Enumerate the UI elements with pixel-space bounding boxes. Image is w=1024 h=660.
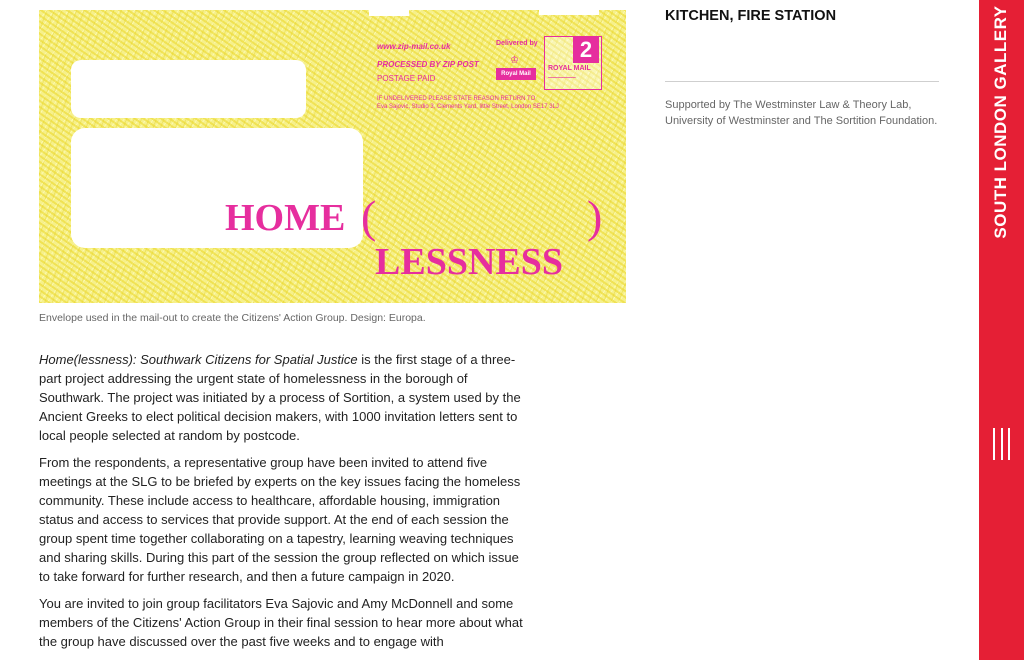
divider xyxy=(665,81,939,82)
envelope-return-address: Eva Sajovic, Studio 3, Clements Yard, little Street, London SE17 3LJ xyxy=(377,104,559,110)
support-text: Supported by The Westminster Law & Theory Lab, University of Westminster and The Sortition Foundation. xyxy=(665,99,938,127)
envelope-undelivered: IF UNDELIVERED PLEASE STATE REASON RETURN TO xyxy=(377,96,536,102)
stamp-label: ROYAL MAIL xyxy=(548,65,591,72)
menu-icon[interactable] xyxy=(993,428,1010,460)
envelope-window-small xyxy=(71,60,306,118)
paragraph-2: From the respondents, a representative group have been invited to attend five meetings at the SLG to be briefed by experts on the key issues facing the homeless community. These include access to healthcare, affordable housing, immigration status and access to services that provide support. At the end of each session the group spent time together collaborating on a tapestry, learning weaving techniques and sharing skills. During this part of the session the group reflected on which issue to take forward for further research, and then a future campaign in 2020. xyxy=(39,455,521,584)
envelope-postage: POSTAGE PAID xyxy=(377,74,436,83)
paragraph-1-text: is the first stage of a three-part project addressing the urgent state of homelessness in the borough of Southwark. The project was initiated by a process of Sortition, a system used by the Ancient Greeks to elect political decision makers, with 1000 invitation letters sent to local people selected at random by postcode. xyxy=(39,352,521,443)
paragraph-1 xyxy=(39,350,529,445)
envelope-title-lessness: LESSNESS xyxy=(375,241,564,283)
envelope-paren-open: ( xyxy=(361,191,377,242)
article-body xyxy=(39,350,529,659)
envelope-delivered-by: Delivered by xyxy=(496,40,538,47)
crown-icon: ♔ xyxy=(510,55,519,66)
menu-icon-bar xyxy=(1008,428,1010,460)
stamp-note: ▔▔▔▔▔▔▔▔▔ xyxy=(548,77,576,82)
gallery-logo[interactable]: SOUTH LONDON GALLERY xyxy=(991,5,1010,239)
image-caption: Envelope used in the mail-out to create the Citizens' Action Group. Design: Europa. xyxy=(39,312,426,324)
envelope-processed: PROCESSED BY ZIP POST xyxy=(377,60,479,69)
envelope-image xyxy=(39,10,626,303)
stamp-number: 2 xyxy=(573,37,599,63)
project-title: Home(lessness): Southwark Citizens for Spatial Justice xyxy=(39,352,358,367)
menu-icon-bar xyxy=(1001,428,1003,460)
envelope-url: www.zip-mail.co.uk xyxy=(377,42,451,51)
venue-label: KITCHEN, FIRE STATION xyxy=(665,8,837,24)
torn-edge xyxy=(539,10,599,15)
gallery-sidebar xyxy=(979,0,1024,660)
postage-stamp xyxy=(544,36,602,90)
paragraph-3: You are invited to join group facilitators Eva Sajovic and Amy McDonnell and some members of the Citizens' Action Group in their final session to hear more about what the group have discussed over the past five weeks and to engage with xyxy=(39,596,523,649)
envelope-paren-close: ) xyxy=(587,191,603,242)
torn-edge xyxy=(369,10,409,16)
royal-mail-badge: Royal Mail xyxy=(496,68,536,80)
menu-icon-bar xyxy=(993,428,995,460)
envelope-title-home: HOME xyxy=(225,197,346,239)
